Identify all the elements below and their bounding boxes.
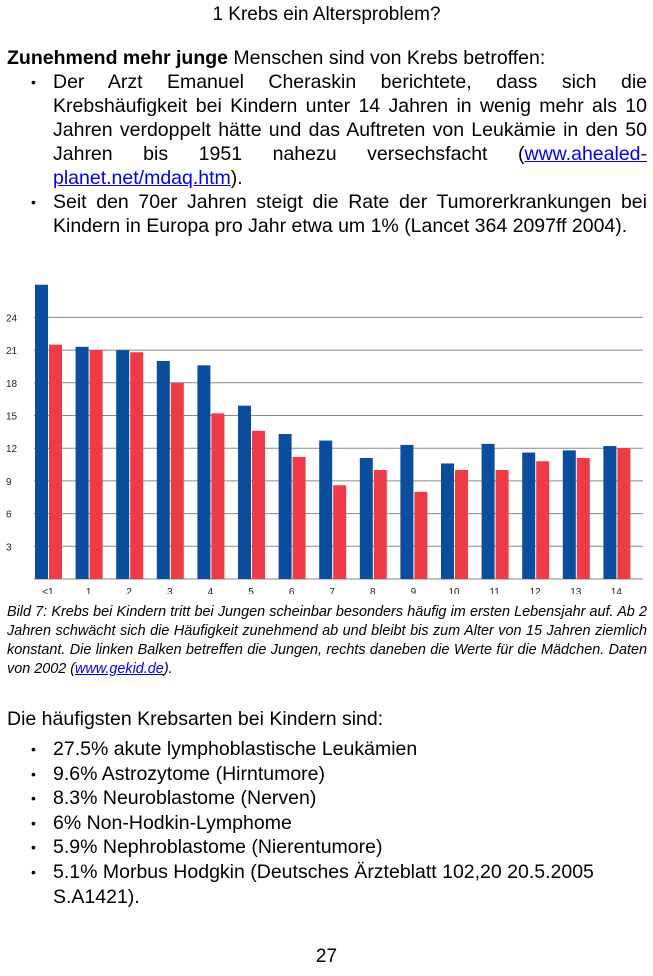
bullet-icon: •: [31, 863, 36, 880]
list-item: [7, 737, 647, 762]
list-item-text: 9.6% Astrozytome (Hirntumore): [53, 762, 326, 785]
x-tick-label: 13: [570, 587, 582, 594]
list-item-text: 6% Non-Hodkin-Lymphome: [53, 811, 292, 834]
y-tick-label: 24: [6, 313, 18, 325]
x-tick-label: 3: [167, 587, 173, 594]
bar-girls: [333, 485, 346, 579]
list-item: [7, 835, 647, 860]
bar-girls: [617, 448, 630, 579]
bar-girls: [455, 470, 468, 579]
x-tick-label: 8: [370, 587, 376, 594]
list-item: [7, 762, 647, 787]
bar-boys: [400, 445, 413, 579]
bar-girls: [414, 492, 427, 579]
bar-girls: [171, 383, 184, 579]
x-tick-label: 1: [85, 587, 92, 594]
intro-lead-bold: Zunehmend mehr junge: [7, 47, 229, 69]
list-item-text: 5.1% Morbus Hodgkin (Deutsches Ärzteblatt 102,20 20.5.2005 S.A1421).: [53, 860, 594, 908]
x-tick-label: 10: [448, 587, 460, 594]
bullet-icon: •: [31, 839, 36, 856]
x-tick-label: 9: [410, 587, 417, 594]
y-tick-label: 18: [6, 378, 18, 390]
list-item: [7, 860, 647, 909]
y-tick-label: 21: [6, 346, 18, 358]
bar-girls: [252, 431, 265, 579]
bar-boys: [116, 350, 129, 579]
list-item-text: 27.5% akute lymphoblastische Leukämien: [53, 738, 418, 760]
y-tick-label: 3: [6, 542, 12, 554]
bar-boys: [279, 434, 292, 579]
intro-bullet-text: Der Arzt Emanuel Cheraskin berichtete, dass sich die Krebshäufigkeit bei Kindern unter 14 Jahren in wenig mehr als 10 Jahren verdoppelt hätte und das Auftreten von Leukämie in den 50 Jahren bis 1951 nahezu versechsfacht (: [53, 71, 647, 165]
x-tick-label: 6: [288, 587, 295, 594]
bar-girls: [130, 352, 143, 579]
bullet-icon: •: [31, 741, 36, 757]
list-item: [7, 786, 647, 811]
page-number: 27: [315, 946, 338, 967]
bullet-icon: •: [31, 194, 36, 210]
x-tick-label: 2: [126, 587, 132, 594]
list-item-text: 5.9% Nephroblastome (Nierentumore): [53, 836, 383, 859]
x-tick-label: 12: [529, 587, 541, 594]
bar-boys: [157, 361, 170, 579]
bar-girls: [49, 345, 62, 579]
figure-caption: [7, 603, 647, 679]
y-tick-label: 12: [6, 444, 18, 456]
list-item: [7, 811, 647, 836]
y-tick-label: 15: [6, 411, 18, 423]
bar-boys: [563, 450, 576, 579]
bar-girls: [293, 457, 306, 579]
bar-girls: [211, 413, 224, 579]
x-tick-label: 11: [489, 587, 500, 594]
intro-section: [7, 46, 647, 238]
bar-girls: [496, 470, 509, 579]
y-tick-label: 9: [6, 476, 12, 488]
bar-boys: [603, 446, 616, 579]
bar-boys: [441, 463, 454, 579]
caption-text: Bild 7: Krebs bei Kindern tritt bei Jungen scheinbar besonders häufig im ersten Lebensjahr auf. Ab 2 Jahren schwächt sich die Häufigkeit zunehmend ab und bleibt bis zum Alter von 15 Jahren ziemlich konstant. Die linken Balken betreffen die Jungen, rechts daneben die Werte für die Mädchen. Daten von 2002 (: [7, 604, 647, 677]
bullet-icon: •: [31, 765, 36, 782]
bar-boys: [238, 406, 251, 579]
intro-bullet-item: [7, 70, 647, 190]
intro-bullet-after: ).: [230, 167, 243, 189]
list-item-text: 8.3% Neuroblastome (Nerven): [53, 787, 317, 810]
caption-after: ).: [163, 661, 173, 677]
y-tick-label: 6: [6, 509, 12, 521]
bullet-icon: •: [31, 814, 36, 831]
intro-bullet-item: [7, 190, 647, 238]
x-tick-label: 7: [329, 587, 335, 594]
cancer-types-list: [7, 737, 647, 909]
cancer-age-bar-chart: [0, 284, 653, 594]
intro-bullet-text: Seit den 70er Jahren steigt die Rate der Tumorerkrankungen bei Kindern in Europa pro Jahr etwa um 1% (Lancet 364 2097ff 2004).: [53, 191, 647, 237]
bar-girls: [577, 458, 590, 579]
bar-boys: [360, 458, 373, 579]
intro-lead: [7, 46, 647, 70]
cancer-types-title: Die häufigsten Krebsarten bei Kindern sind:: [7, 708, 384, 730]
bullet-icon: •: [31, 74, 36, 90]
bar-boys: [522, 453, 535, 579]
x-tick-label: 4: [207, 587, 214, 594]
chart-svg: [0, 284, 653, 594]
bar-girls: [374, 470, 387, 579]
x-tick-label: 5: [248, 587, 254, 594]
intro-lead-rest: Menschen sind von Krebs betroffen:: [228, 47, 546, 69]
bullet-icon: •: [31, 790, 36, 807]
page-header-title: 1 Krebs ein Altersproblem?: [212, 4, 441, 25]
bar-boys: [76, 347, 89, 579]
x-tick-label: <1: [42, 587, 54, 594]
source-link-gekid[interactable]: www.gekid.de: [75, 661, 164, 677]
x-tick-label: 14: [610, 587, 622, 594]
bar-boys: [197, 365, 210, 579]
intro-bullet-list: [7, 70, 647, 238]
bar-girls: [90, 350, 103, 579]
bar-girls: [536, 461, 549, 579]
bar-boys: [319, 441, 332, 579]
bar-boys: [35, 285, 48, 579]
source-link-ahealed[interactable]: www.ahealed-planet.net/mdaq.htm: [53, 143, 647, 189]
bar-boys: [482, 444, 495, 579]
